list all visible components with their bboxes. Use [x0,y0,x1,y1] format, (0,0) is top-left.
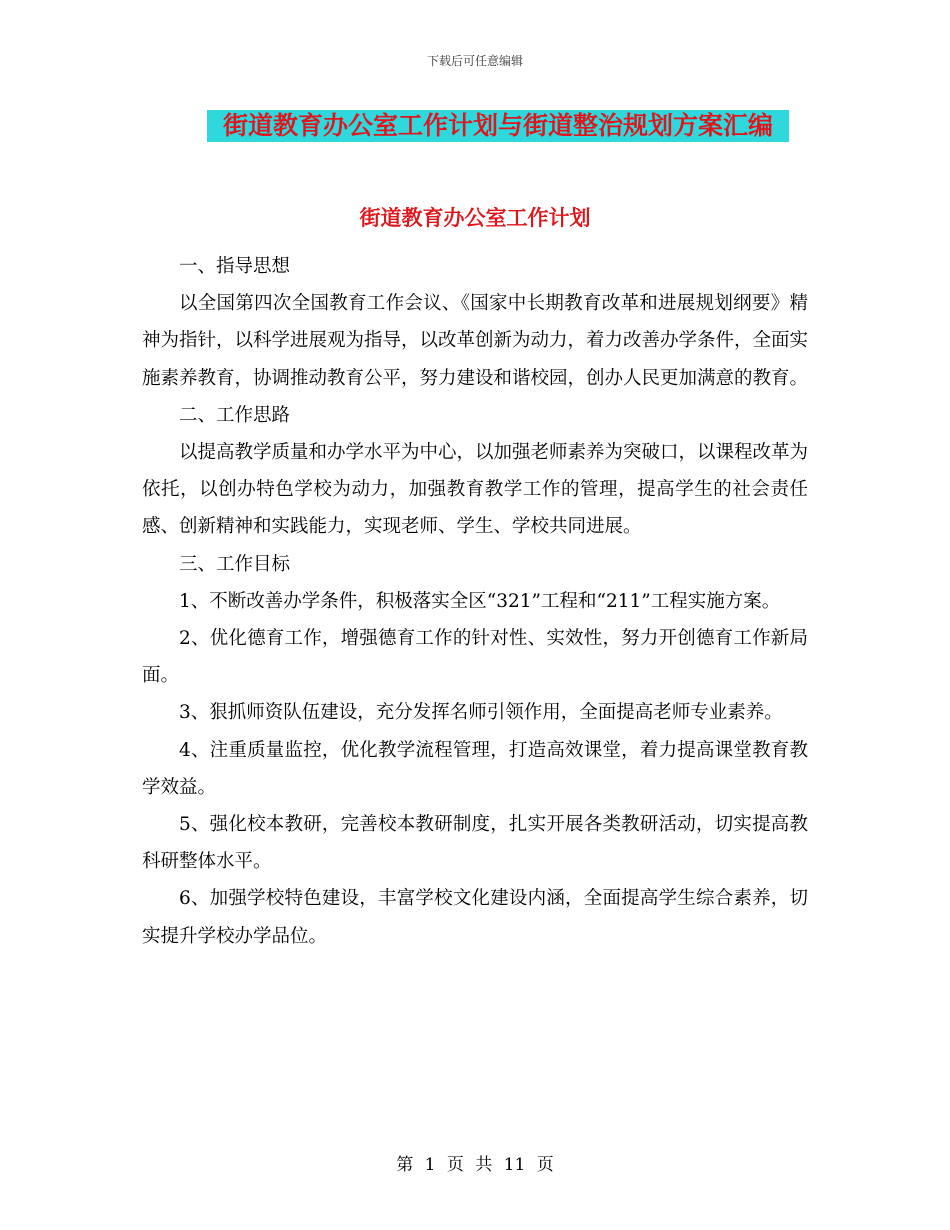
section-title: 街道教育办公室工作计划 [359,205,591,230]
heading-work-approach: 二、工作思路 [179,404,291,426]
page-header-note: 下载后可任意编辑 [426,54,523,68]
goal-item-3: 3、狠抓师资队伍建设，充分发挥名师引领作用，全面提高老师专业素养。 [179,702,783,724]
goal-item-4: 4、注重质量监控，优化教学流程管理，打造高效课堂，着力提高课堂教育教学效益。 [142,739,808,798]
goal-item-2: 2、优化德育工作，增强德育工作的针对性、实效性，努力开创德育工作新局面。 [142,628,808,687]
paragraph-work-approach: 以提高教学质量和办学水平为中心，以加强老师素养为突破口，以课程改革为依托，以创办特色学校为动力，加强教育教学工作的管理，提高学生的社会责任感、创新精神和实践能力，实现老师、学生、学校共同进展。 [142,442,809,538]
document-main-title: 街道教育办公室工作计划与街道整治规划方案汇编 [207,110,789,142]
page-number-footer: 第 1 页 共 11 页 [396,1155,554,1175]
goal-item-5: 5、强化校本教研，完善校本教研制度，扎实开展各类教研活动，切实提高教科研整体水平。 [142,814,808,873]
heading-guiding-ideology: 一、指导思想 [179,256,291,277]
paragraph-guiding-ideology: 以全国第四次全国教育工作会议、《国家中长期教育改革和进展规划纲要》精神为指针，以科学进展观为指导，以改革创新为动力，着力改善办学条件，全面实施素养教育，协调推动教育公平，努力建设和谐校园，创办人民更加满意的教育。 [142,293,809,389]
heading-work-goals: 三、工作目标 [179,553,291,575]
document-body [142,248,808,955]
goal-item-1: 1、不断改善办学条件，积极落实全区“321”工程和“211”工程实施方案。 [179,590,781,612]
goal-item-6: 6、加强学校特色建设，丰富学校文化建设内涵，全面提高学生综合素养，切实提升学校办学品位。 [142,888,808,947]
